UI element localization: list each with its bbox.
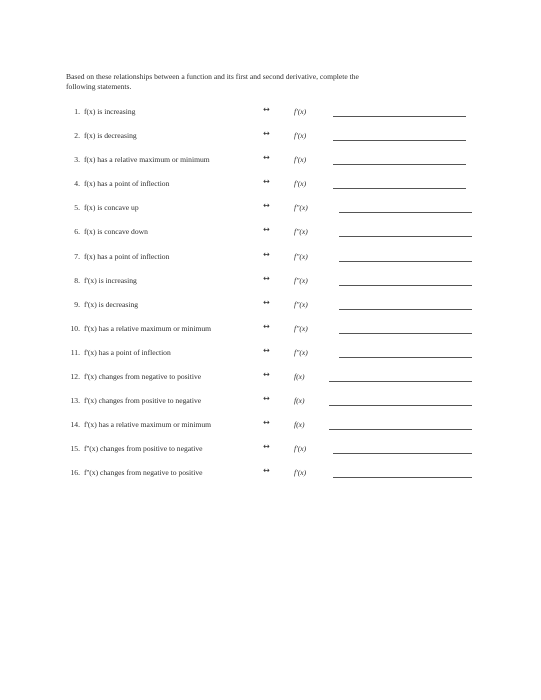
derivative-label: f''(x) [294, 203, 308, 213]
answer-blank[interactable] [333, 453, 472, 454]
statement-number: 13. [70, 396, 80, 406]
derivative-label: f''(x) [294, 275, 308, 285]
statement-number: 14. [70, 420, 80, 430]
statement-row [0, 128, 541, 152]
statement-number: 16. [70, 468, 80, 478]
statement-number: 5. [74, 203, 80, 213]
statement-text: f''(x) changes from negative to positive [84, 468, 203, 478]
double-arrow-icon: ↔ [263, 321, 270, 331]
statement-row [0, 417, 541, 441]
statement-row [0, 369, 541, 393]
statement-text: f'(x) has a relative maximum or minimum [84, 420, 212, 430]
double-arrow-icon: ↔ [263, 105, 270, 114]
double-arrow-icon: ↔ [263, 273, 270, 283]
answer-blank[interactable] [333, 188, 466, 189]
answer-blank[interactable] [339, 285, 472, 286]
statement-row [0, 152, 541, 176]
derivative-label: f'(x) [294, 131, 307, 141]
double-arrow-icon: ↔ [263, 442, 270, 452]
derivative-label: f''(x) [294, 227, 308, 237]
double-arrow-icon: ↔ [263, 297, 270, 307]
double-arrow-icon: ↔ [263, 177, 270, 187]
answer-blank[interactable] [333, 140, 466, 141]
answer-blank[interactable] [333, 164, 466, 165]
statement-text: f(x) is increasing [84, 107, 136, 116]
derivative-label: f(x) [294, 420, 305, 430]
statement-text: f(x) is concave up [84, 203, 139, 213]
statement-number: 7. [74, 251, 80, 261]
derivative-label: f'(x) [294, 155, 307, 165]
answer-blank[interactable] [329, 381, 472, 382]
statement-text: f'(x) changes from negative to positive [84, 372, 202, 382]
double-arrow-icon: ↔ [263, 249, 270, 259]
statement-text: f''(x) changes from positive to negative [84, 444, 203, 454]
double-arrow-icon: ↔ [263, 153, 270, 163]
statement-text: f'(x) has a point of inflection [84, 347, 171, 357]
statement-row [0, 345, 541, 369]
derivative-label: f(x) [294, 396, 305, 406]
double-arrow-icon: ↔ [263, 418, 270, 428]
statement-number: 1. [74, 107, 80, 116]
statement-number: 15. [70, 444, 80, 454]
double-arrow-icon: ↔ [263, 129, 270, 139]
instructions-line-2: following statements. [66, 82, 132, 91]
instructions-line-1: Based on these relationships between a function and its first and second derivative, complete the [66, 72, 359, 81]
derivative-label: f''(x) [294, 347, 308, 357]
answer-blank[interactable] [333, 116, 466, 117]
statement-list [0, 104, 541, 490]
statement-number: 8. [74, 275, 80, 285]
derivative-label: f'(x) [294, 107, 307, 116]
statement-number: 3. [74, 155, 80, 165]
statement-row [0, 465, 541, 489]
answer-blank[interactable] [339, 261, 472, 262]
instructions [66, 72, 466, 92]
double-arrow-icon: ↔ [263, 370, 270, 380]
statement-row [0, 441, 541, 465]
double-arrow-icon: ↔ [263, 394, 270, 404]
statement-row [0, 273, 541, 297]
statement-number: 2. [74, 131, 80, 141]
answer-blank[interactable] [339, 236, 472, 237]
derivative-label: f'(x) [294, 444, 307, 454]
derivative-label: f'(x) [294, 179, 307, 189]
derivative-label: f''(x) [294, 299, 308, 309]
double-arrow-icon: ↔ [263, 201, 270, 211]
statement-number: 12. [70, 372, 80, 382]
derivative-label: f''(x) [294, 251, 308, 261]
statement-number: 4. [74, 179, 80, 189]
answer-blank[interactable] [329, 429, 472, 430]
statement-number: 6. [74, 227, 80, 237]
derivative-label: f''(x) [294, 323, 308, 333]
double-arrow-icon: ↔ [263, 345, 270, 355]
statement-row [0, 200, 541, 224]
statement-number: 10. [70, 323, 80, 333]
statement-text: f'(x) changes from positive to negative [84, 396, 202, 406]
statement-row [0, 249, 541, 273]
answer-blank[interactable] [339, 309, 472, 310]
answer-blank[interactable] [339, 333, 472, 334]
derivative-label: f'(x) [294, 468, 307, 478]
double-arrow-icon: ↔ [263, 466, 270, 476]
statement-row [0, 104, 541, 128]
answer-blank[interactable] [329, 405, 472, 406]
derivative-label: f(x) [294, 372, 305, 382]
statement-number: 11. [70, 347, 80, 357]
statement-number: 9. [74, 299, 80, 309]
statement-row [0, 297, 541, 321]
double-arrow-icon: ↔ [263, 225, 270, 235]
statement-row [0, 224, 541, 248]
statement-text: f(x) has a relative maximum or minimum [84, 155, 210, 165]
statement-row [0, 321, 541, 345]
statement-text: f'(x) has a relative maximum or minimum [84, 323, 212, 333]
statement-text: f(x) has a point of inflection [84, 179, 170, 189]
statement-text: f(x) is decreasing [84, 131, 137, 141]
statement-text: f'(x) is decreasing [84, 299, 139, 309]
statement-text: f(x) is concave down [84, 227, 148, 237]
statement-row [0, 176, 541, 200]
statement-text: f(x) has a point of inflection [84, 251, 170, 261]
statement-row [0, 393, 541, 417]
statement-text: f'(x) is increasing [84, 275, 137, 285]
answer-blank[interactable] [339, 212, 472, 213]
answer-blank[interactable] [339, 357, 472, 358]
answer-blank[interactable] [333, 477, 472, 478]
